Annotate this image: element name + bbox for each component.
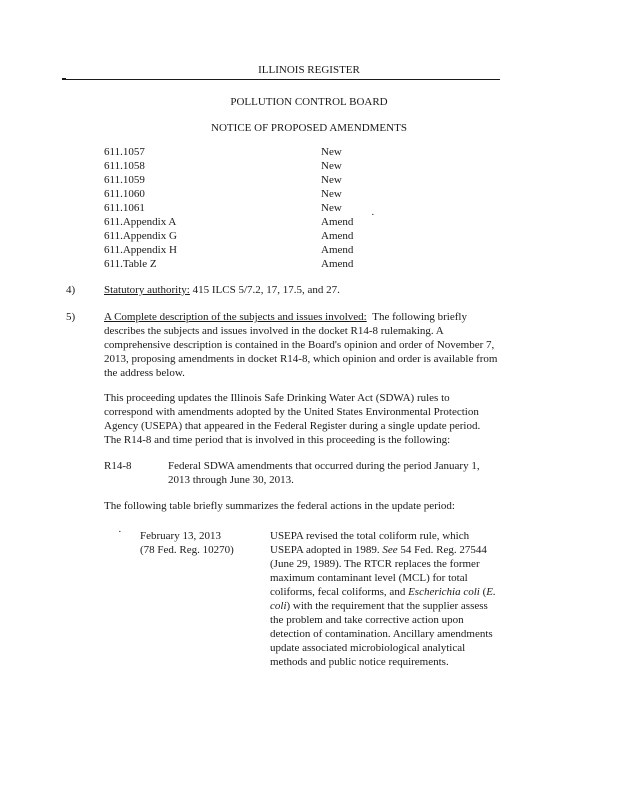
section-id: 611.Appendix G: [104, 230, 177, 242]
section-row: [0, 244, 618, 258]
section-action: Amend: [321, 258, 354, 270]
action-text: ) with the requirement that the supplier assess: [286, 600, 488, 612]
action-text-italic: coli: [270, 600, 287, 612]
register-title: ILLINOIS REGISTER: [258, 64, 360, 76]
docket-line: Federal SDWA amendments that occurred during the period January 1,: [168, 460, 480, 472]
paragraph-line: correspond with amendments adopted by the United States Environmental Protection: [104, 406, 479, 418]
action-line: detection of contamination. Ancillary amendments: [270, 628, 493, 640]
statutory-authority: [104, 284, 340, 298]
statutory-authority-text: 415 ILCS 5/7.2, 17, 17.5, and 27.: [189, 284, 340, 296]
description-line: [104, 311, 467, 325]
action-line: USEPA revised the total coliform rule, which: [270, 530, 470, 542]
action-text: (: [479, 586, 487, 598]
action-line: (June 29, 1989). The RTCR replaces the former: [270, 558, 480, 570]
section-action: Amend: [321, 230, 354, 242]
section-id: 611.Table Z: [104, 258, 157, 270]
action-line: [270, 544, 487, 558]
section-action: Amend: [321, 244, 354, 256]
item-number: 5): [66, 311, 76, 323]
summary-intro: The following table briefly summarizes the federal actions in the update period:: [104, 500, 455, 512]
section-row: [0, 230, 618, 244]
action-line: [270, 586, 496, 600]
section-action: New: [321, 202, 342, 214]
description-line: 2013, proposing amendments in docket R14-8, which opinion and order is available from: [104, 353, 498, 365]
scan-speck: ·: [118, 526, 122, 538]
action-text: coliforms, fecal coliforms, and: [270, 586, 409, 598]
section-row: [0, 174, 618, 188]
section-row: [0, 188, 618, 202]
description-line: comprehensive description is contained in the Board's opinion and order of November 7,: [104, 339, 495, 351]
section-action: New: [321, 174, 342, 186]
action-line: maximum contaminant level (MCL) for total: [270, 572, 468, 584]
section-id: 611.1057: [104, 146, 145, 158]
section-id: 611.Appendix A: [104, 216, 177, 228]
section-id: 611.1058: [104, 160, 145, 172]
action-line: update associated microbiological analytical: [270, 642, 466, 654]
paragraph-line: The R14-8 and time period that is involved in this proceeding is the following:: [104, 434, 451, 446]
section-id: 611.Appendix H: [104, 244, 177, 256]
action-line: methods and public notice requirements.: [270, 656, 449, 668]
header-rule: [62, 79, 500, 80]
action-line: the problem and take corrective action upon: [270, 614, 464, 626]
docket-id: R14-8: [104, 460, 132, 472]
agency-name: POLLUTION CONTROL BOARD: [230, 96, 388, 108]
description-line: describes the subjects and issues involved in the docket R14-8 rulemaking. A: [104, 325, 444, 337]
statutory-authority-label: Statutory authority:: [104, 284, 190, 296]
section-action: Amend: [321, 216, 354, 228]
item-number: 4): [66, 284, 76, 296]
action-text-italic: Escherichia coli: [408, 586, 480, 598]
section-row: [0, 160, 618, 174]
scan-speck: ·: [371, 209, 375, 221]
action-text-italic: E.: [486, 586, 496, 598]
notice-title: NOTICE OF PROPOSED AMENDMENTS: [211, 122, 407, 134]
action-date: February 13, 2013: [140, 530, 221, 542]
section-row: [0, 202, 618, 216]
description-line: the address below.: [104, 367, 185, 379]
action-citation: (78 Fed. Reg. 10270): [140, 544, 234, 556]
section-id: 611.1060: [104, 188, 145, 200]
section-id: 611.1061: [104, 202, 145, 214]
section-action: New: [321, 160, 342, 172]
action-text: 54 Fed. Reg. 27544: [397, 544, 487, 556]
section-action: New: [321, 146, 342, 158]
description-label: A Complete description of the subjects and issues involved:: [104, 311, 367, 323]
description-text: The following briefly: [372, 311, 467, 323]
docket-line: 2013 through June 30, 2013.: [168, 474, 294, 486]
action-text: USEPA adopted in 1989.: [270, 544, 383, 556]
paragraph-line: This proceeding updates the Illinois Safe Drinking Water Act (SDWA) rules to: [104, 392, 450, 404]
section-row: [0, 216, 618, 230]
section-action: New: [321, 188, 342, 200]
action-text-italic: See: [382, 544, 398, 556]
section-row: [0, 146, 618, 160]
action-line: [270, 600, 488, 614]
section-row: [0, 258, 618, 272]
paragraph-line: Agency (USEPA) that appeared in the Federal Register during a single update period.: [104, 420, 481, 432]
section-id: 611.1059: [104, 174, 145, 186]
